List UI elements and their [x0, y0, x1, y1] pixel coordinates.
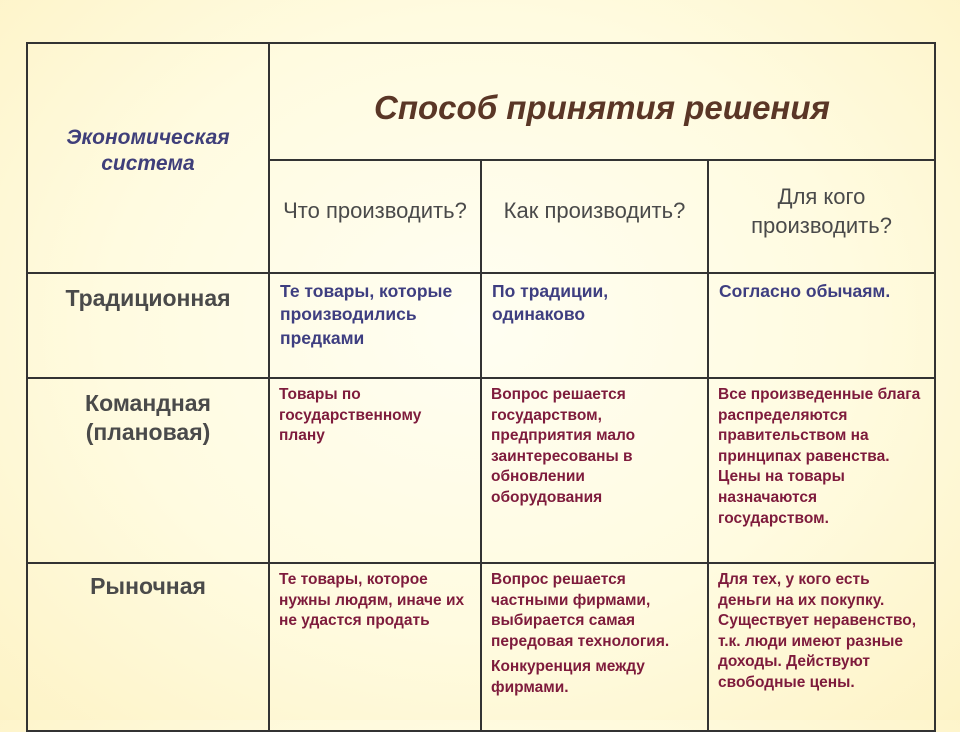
question-how: Как производить? [481, 160, 708, 273]
system-command: Командная (плановая) [27, 378, 269, 563]
cell-market-how [481, 563, 708, 731]
cell-command-what: Товары по государственному плану [269, 378, 481, 563]
table-row-market [27, 563, 935, 731]
system-market: Рыночная [27, 563, 269, 731]
system-traditional: Традиционная [27, 273, 269, 378]
market-competition-text: Конкуренция между фирмами. [491, 658, 645, 697]
table-row-traditional [27, 273, 935, 378]
market-how-text: Вопрос решается частными фирмами, выбирается самая передовая технология. [491, 571, 670, 650]
cell-command-how: Вопрос решается государством, предприятия мало заинтересованы в обновлении оборудования [481, 378, 708, 563]
cell-command-for-whom: Все произведенные блага распределяются правительством на принципах равенства. Цены на товары назначаются государством. [708, 378, 935, 563]
decision-method-title: Способ принятия решения [269, 43, 935, 160]
cell-traditional-what: Те товары, которые производились предками [269, 273, 481, 378]
economic-systems-table [26, 42, 936, 732]
cell-market-for-whom: Для тех, у кого есть деньги на их покупку. Существует неравенство, т.к. люди имеют разные доходы. Действуют свободные цены. [708, 563, 935, 731]
cell-traditional-how: По традиции, одинаково [481, 273, 708, 378]
cell-traditional-for-whom: Согласно обычаям. [708, 273, 935, 378]
table-row-command [27, 378, 935, 563]
question-for-whom: Для кого производить? [708, 160, 935, 273]
question-what: Что производить? [269, 160, 481, 273]
economic-system-header: Экономическая система [27, 43, 269, 273]
cell-market-what: Те товары, которое нужны людям, иначе их не удастся продать [269, 563, 481, 731]
